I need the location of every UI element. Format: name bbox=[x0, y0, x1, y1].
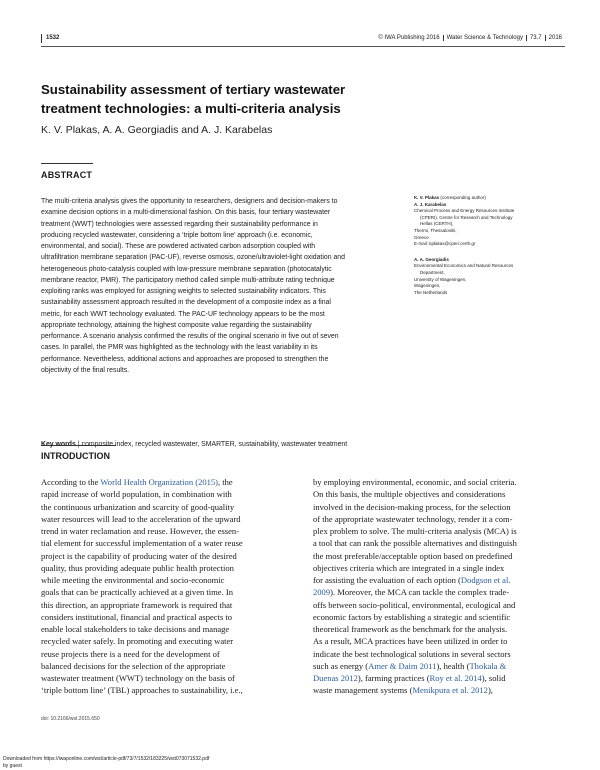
text-line: this direction, an appropriate framework is required that bbox=[41, 599, 233, 610]
author-name: A. J. Karabelas bbox=[414, 201, 447, 207]
affiliation-line: Thermi, Thessaloniki, bbox=[414, 227, 457, 233]
doi: doi: 10.2166/wst.2015.650 bbox=[41, 716, 100, 722]
text-fragment: such as energy ( bbox=[313, 660, 369, 671]
text-line bbox=[313, 672, 560, 684]
text-line: As a result, MCA practices have been utilized in order to bbox=[313, 636, 508, 647]
text-fragment: by employing environmental, economic, and social criteria. bbox=[313, 477, 517, 487]
affiliation-line: Hellas (CERTH), bbox=[420, 221, 454, 227]
text-fragment: On this basis, the multiple objectives and considerations bbox=[313, 489, 506, 500]
running-header bbox=[41, 34, 565, 44]
text-fragment: for assisting the evaluation of each option ( bbox=[313, 575, 461, 585]
text-line: goals that can be practically achieved at a given time. In bbox=[41, 587, 233, 598]
text-fragment: ), solid bbox=[481, 673, 506, 683]
abstract-line: exploiting ranks was employed for assigning weights to selected sustainability indicators. This bbox=[41, 288, 326, 295]
text-line: ‘triple bottom line’ (TBL) approaches to sustainability, i.e., bbox=[41, 685, 243, 696]
affiliation-author-3 bbox=[414, 257, 564, 264]
text-line: quality, thus providing adequate public health protection bbox=[41, 562, 234, 573]
title-line-2: treatment technologies: a multi-criteria analysis bbox=[41, 101, 341, 116]
text-line bbox=[313, 501, 560, 513]
introduction-heading: INTRODUCTION bbox=[41, 451, 110, 461]
text-line: trend in water reclamation and reuse. However, the essen- bbox=[41, 526, 240, 536]
text-fragment: ), bbox=[487, 685, 493, 696]
page-number: 1532 bbox=[41, 34, 59, 43]
text-line bbox=[313, 550, 560, 562]
text-line bbox=[313, 562, 560, 574]
text-fragment: , the bbox=[218, 477, 233, 487]
author-name: K. V. Plakas bbox=[414, 195, 440, 200]
text-line bbox=[313, 488, 560, 500]
text-line: water resources will lead to the acceleration of the upward bbox=[41, 513, 241, 524]
affiliation-block-1 bbox=[414, 195, 564, 248]
introduction-left-column bbox=[41, 476, 288, 697]
header-rule bbox=[41, 46, 565, 47]
text-line bbox=[41, 476, 288, 488]
author-note: (corresponding author) bbox=[439, 195, 486, 200]
text-line: economic factors by establishing a strategic and scientific bbox=[313, 611, 511, 622]
introduction-right-column bbox=[313, 476, 560, 697]
text-line: while meeting the environmental and socio-economic bbox=[41, 575, 225, 585]
text-line bbox=[313, 684, 560, 696]
abstract-line: examine decision options in a multi-dimensional fashion. On this basis, four tertiary wastewater bbox=[41, 209, 331, 217]
text-fragment: the most preferable/acceptable option based on predefined bbox=[313, 550, 513, 561]
download-guest: by guest bbox=[3, 762, 22, 769]
author-name: A. A. Georgiadis bbox=[414, 256, 449, 262]
affiliation-author-2 bbox=[414, 202, 564, 209]
affiliation-email: E-mail: kplakas@cperi.certh.gr bbox=[414, 241, 476, 247]
text-line bbox=[313, 586, 560, 598]
affiliation-line: Department, bbox=[420, 269, 445, 275]
abstract-line: performance. A scenario analysis confirmed the results of the original scenario in five out of seven bbox=[41, 333, 339, 340]
affiliation-line: Greece bbox=[414, 234, 429, 240]
abstract-line: objectivity of the final results. bbox=[41, 366, 130, 374]
abstract-line: sustainability assessment approach resulted in the development of a composite index as a final bbox=[41, 299, 331, 307]
abstract-line: membrane reactor, PMR). The participatory method called simple multi-attribute rating technique bbox=[41, 276, 335, 284]
abstract-line: treatment (WWT) technologies were assessed regarding their sustainability performance in bbox=[41, 220, 318, 228]
abstract-line: ultrafiltration membrane separation (PAC-UF), reverse osmosis, ozone/ultraviolet-light oxidation and bbox=[41, 254, 345, 262]
abstract-heading: ABSTRACT bbox=[41, 170, 93, 180]
journal-info bbox=[375, 34, 565, 43]
citation-link[interactable]: Thokala & bbox=[469, 660, 507, 671]
text-line bbox=[313, 513, 560, 525]
text-line: reuse projects there is a need for the development of bbox=[41, 648, 220, 659]
affiliation-line: Wageningen, bbox=[414, 283, 441, 289]
text-line: rapid increase of world population, in combination with bbox=[41, 489, 232, 500]
year: 2016 bbox=[545, 35, 565, 41]
text-fragment: waste management systems ( bbox=[313, 685, 413, 696]
introduction-rule bbox=[41, 445, 116, 446]
text-fragment: involved in the decision-making process, for the selection bbox=[313, 501, 511, 512]
article-title bbox=[41, 80, 461, 118]
text-line: theoretical framework as the benchmark for the analysis. bbox=[313, 624, 508, 634]
article-authors: K. V. Plakas, A. A. Georgiadis and A. J. Karabelas bbox=[41, 124, 273, 136]
text-line: wastewater treatment (WWT) technology on the basis of bbox=[41, 673, 235, 683]
abstract-line: metric, for each WWT technology evaluated. The PAC-UF technology appears to be the most bbox=[41, 310, 325, 318]
text-line: balanced decisions for the selection of the appropriate bbox=[41, 660, 226, 671]
abstract-line: performance. Nevertheless, additional actions and approaches are proposed to strengthen the bbox=[41, 355, 329, 363]
abstract-line: heterogeneous photo-catalysis coupled with low-pressure membrane separation (photocatalytic bbox=[41, 265, 332, 273]
abstract-line: appropriate technology, attaining the highest composite value regarding the sustainability bbox=[41, 321, 312, 329]
text-line: the continuous urbanization and scarcity of good-quality bbox=[41, 501, 235, 512]
title-line-1: Sustainability assessment of tertiary wastewater bbox=[41, 82, 346, 97]
text-line: recycled water safely. In promoting and executing water bbox=[41, 636, 234, 647]
citation-link[interactable]: Amer & Daim 2011 bbox=[368, 660, 437, 671]
text-line bbox=[313, 476, 560, 488]
citation-link[interactable]: Duenas 2012 bbox=[313, 673, 358, 683]
affiliation-line: University of Wageningen, bbox=[414, 276, 467, 282]
download-notice bbox=[3, 756, 209, 769]
text-fragment: of the appropriate wastewater technology, render it a com- bbox=[313, 513, 513, 524]
text-fragment: ), farming practices ( bbox=[357, 673, 430, 683]
text-fragment: ), health ( bbox=[436, 660, 470, 671]
affiliation-line: (CPERI), Centre for Research and Technology bbox=[420, 214, 513, 220]
keywords-list: composite index, recycled wastewater, SMARTER, sustainability, wastewater treatment bbox=[81, 441, 348, 448]
citation-link[interactable]: Roy et al. 2014 bbox=[429, 673, 482, 683]
volume: 73.7 bbox=[526, 35, 545, 41]
text-fragment: a tool that can rank the possible alternatives and distinguish bbox=[313, 538, 517, 549]
text-fragment: ). Moreover, the MCA can tackle the complex trade- bbox=[330, 587, 510, 598]
text-line: tial element for successful implementation of a water reuse bbox=[41, 538, 243, 549]
keywords: Key words | composite index, recycled wastewater, SMARTER, sustainability, wastewater treatment bbox=[41, 441, 348, 448]
text-line: enable local stakeholders to take decisions and manage bbox=[41, 624, 230, 634]
journal-name: Water Science & Technology bbox=[443, 35, 526, 41]
text-line bbox=[313, 574, 560, 586]
text-fragment: objectives criteria which are integrated in a single index bbox=[313, 562, 505, 573]
citation-link[interactable]: Menikpura et al. 2012 bbox=[412, 685, 488, 696]
download-url: Downloaded from https://iwaponline.com/wst/article-pdf/73/7/1532/183225/wst073071532.pdf bbox=[3, 756, 210, 762]
citation-link[interactable]: World Health Organization (2015) bbox=[100, 477, 219, 487]
abstract-line: The multi-criteria analysis gives the opportunity to researchers, designers and decision-makers to bbox=[41, 198, 338, 205]
citation-link[interactable]: 2009 bbox=[313, 587, 331, 598]
affiliation-block-2 bbox=[414, 257, 564, 297]
citation-link[interactable]: Dodgson et al. bbox=[460, 575, 511, 585]
text-line: project is the capability of producing water of the desired bbox=[41, 550, 237, 561]
text-fragment: According to the bbox=[41, 477, 101, 487]
text-line: indicate the best technological solutions in several sectors bbox=[313, 648, 511, 659]
abstract-line: cases. In parallel, the PMR was highlighted as the technology with the least variability in its bbox=[41, 344, 318, 352]
text-line: offs between socio-political, environmental, ecological and bbox=[313, 599, 516, 610]
text-line: considers institutional, financial and practical aspects to bbox=[41, 611, 233, 622]
affiliation-line: Environmental Economics and Natural Resources bbox=[414, 263, 514, 269]
affiliation-line: The Netherlands bbox=[414, 289, 448, 295]
keywords-label: Key words bbox=[41, 441, 76, 448]
text-line bbox=[313, 537, 560, 549]
publisher: © IWA Publishing 2016 bbox=[378, 35, 440, 41]
abstract-line: environmental, and social). These are powdered activated carbon adsorption coupled with bbox=[41, 243, 316, 250]
abstract-rule bbox=[41, 163, 93, 164]
affiliation-author-1 bbox=[414, 195, 564, 202]
text-line bbox=[313, 525, 560, 537]
abstract-body bbox=[41, 196, 394, 376]
abstract-line: producing recycled wastewater, considering a ‘triple bottom line’ approach (i.e. economic, bbox=[41, 231, 313, 239]
affiliation-line: Chemical Process and Energy Resources Institute bbox=[414, 208, 515, 214]
affiliations bbox=[414, 195, 564, 305]
text-line bbox=[313, 660, 560, 672]
text-fragment: plex problem to solve. The multi-criteria analysis (MCA) is bbox=[313, 526, 517, 536]
